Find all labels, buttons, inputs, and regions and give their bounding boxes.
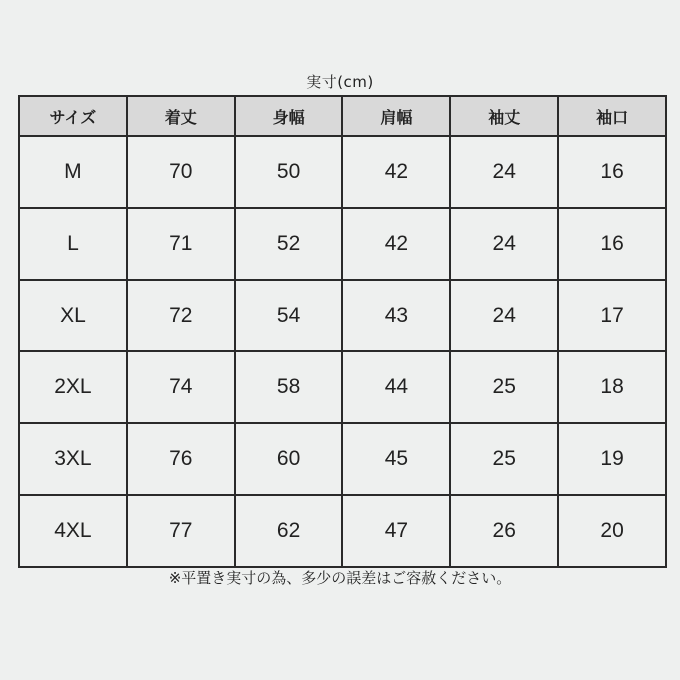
table-row bbox=[19, 495, 666, 567]
size-cell: 3XL bbox=[19, 423, 127, 495]
size-cell: M bbox=[19, 136, 127, 208]
length-cell: 72 bbox=[127, 280, 235, 352]
size-cell: 2XL bbox=[19, 351, 127, 423]
header-length: 着丈 bbox=[127, 96, 235, 136]
shoulder-width-cell: 42 bbox=[342, 136, 450, 208]
header-shoulder-width: 肩幅 bbox=[342, 96, 450, 136]
header-size: サイズ bbox=[19, 96, 127, 136]
length-cell: 70 bbox=[127, 136, 235, 208]
sleeve-length-cell: 24 bbox=[450, 208, 558, 280]
cuff-width-cell: 18 bbox=[558, 351, 666, 423]
length-cell: 71 bbox=[127, 208, 235, 280]
body-width-cell: 58 bbox=[235, 351, 343, 423]
size-chart-table bbox=[18, 95, 667, 568]
body-width-cell: 54 bbox=[235, 280, 343, 352]
body-width-cell: 50 bbox=[235, 136, 343, 208]
table-row bbox=[19, 351, 666, 423]
cuff-width-cell: 16 bbox=[558, 208, 666, 280]
cuff-width-cell: 16 bbox=[558, 136, 666, 208]
measurement-note: ※平置き実寸の為、多少の誤差はご容赦ください。 bbox=[168, 569, 512, 587]
table-row bbox=[19, 136, 666, 208]
table-row bbox=[19, 208, 666, 280]
sleeve-length-cell: 25 bbox=[450, 423, 558, 495]
sleeve-length-cell: 24 bbox=[450, 280, 558, 352]
length-cell: 74 bbox=[127, 351, 235, 423]
sleeve-length-cell: 25 bbox=[450, 351, 558, 423]
body-width-cell: 52 bbox=[235, 208, 343, 280]
size-cell: L bbox=[19, 208, 127, 280]
shoulder-width-cell: 42 bbox=[342, 208, 450, 280]
table-row bbox=[19, 280, 666, 352]
length-cell: 77 bbox=[127, 495, 235, 567]
cuff-width-cell: 17 bbox=[558, 280, 666, 352]
size-cell: 4XL bbox=[19, 495, 127, 567]
table-header-row bbox=[19, 96, 666, 136]
size-cell: XL bbox=[19, 280, 127, 352]
cuff-width-cell: 20 bbox=[558, 495, 666, 567]
table-row bbox=[19, 423, 666, 495]
shoulder-width-cell: 44 bbox=[342, 351, 450, 423]
header-body-width: 身幅 bbox=[235, 96, 343, 136]
table-caption: 実寸(cm) bbox=[306, 73, 374, 91]
header-cuff-width: 袖口 bbox=[558, 96, 666, 136]
body-width-cell: 60 bbox=[235, 423, 343, 495]
body-width-cell: 62 bbox=[235, 495, 343, 567]
shoulder-width-cell: 45 bbox=[342, 423, 450, 495]
header-sleeve-length: 袖丈 bbox=[450, 96, 558, 136]
sleeve-length-cell: 26 bbox=[450, 495, 558, 567]
sleeve-length-cell: 24 bbox=[450, 136, 558, 208]
shoulder-width-cell: 47 bbox=[342, 495, 450, 567]
shoulder-width-cell: 43 bbox=[342, 280, 450, 352]
length-cell: 76 bbox=[127, 423, 235, 495]
cuff-width-cell: 19 bbox=[558, 423, 666, 495]
